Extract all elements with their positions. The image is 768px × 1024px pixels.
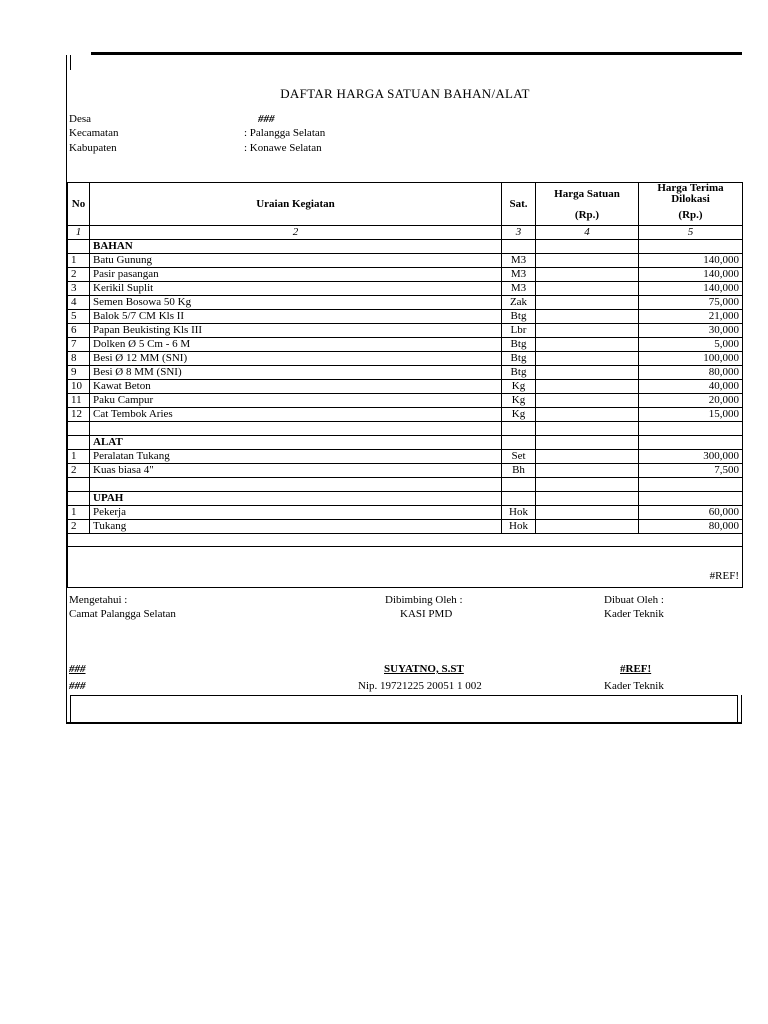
table-row (68, 506, 743, 520)
row-item: Cat Tembok Aries (90, 408, 502, 422)
row-price: 80,000 (639, 520, 743, 534)
total-row (68, 547, 743, 588)
row-price: 60,000 (639, 506, 743, 520)
col-number: 2 (90, 226, 502, 240)
col-number: 4 (536, 226, 639, 240)
table-row (68, 268, 743, 282)
table-row (68, 282, 743, 296)
col-number: 3 (502, 226, 536, 240)
row-price: 140,000 (639, 282, 743, 296)
row-sat: Hok (502, 506, 536, 520)
row-no: 4 (68, 296, 90, 310)
row-item: Pasir pasangan (90, 268, 502, 282)
left-border-inner-bottom (70, 695, 71, 723)
section-row-bahan (68, 240, 743, 254)
row-no: 2 (68, 520, 90, 534)
row-price: 75,000 (639, 296, 743, 310)
dibimbing-nip: Nip. 19721225 20051 1 002 (358, 680, 482, 692)
table-row (68, 366, 743, 380)
table-row (68, 520, 743, 534)
row-sat: Kg (502, 394, 536, 408)
header-harga-satuan-unit: (Rp.) (536, 205, 639, 226)
row-item: Semen Bosowa 50 Kg (90, 296, 502, 310)
row-item: Tukang (90, 520, 502, 534)
dibuat-label: Dibuat Oleh : (604, 594, 664, 606)
header-harga-terima: Harga Terima Dilokasi (639, 183, 743, 206)
row-item: Batu Gunung (90, 254, 502, 268)
row-no: 1 (68, 506, 90, 520)
row-price: 20,000 (639, 394, 743, 408)
row-no: 7 (68, 338, 90, 352)
row-price: 140,000 (639, 254, 743, 268)
row-sat: Kg (502, 380, 536, 394)
page-title: DAFTAR HARGA SATUAN BAHAN/ALAT (280, 86, 530, 101)
right-border-lower (741, 695, 742, 723)
header-no: No (68, 183, 90, 226)
row-no: 1 (68, 254, 90, 268)
row-sat: Btg (502, 338, 536, 352)
column-number-row (68, 226, 743, 240)
row-item: Paku Campur (90, 394, 502, 408)
dibimbing-label: Dibimbing Oleh : (385, 594, 463, 606)
header-sat: Sat. (502, 183, 536, 226)
row-price: 30,000 (639, 324, 743, 338)
desa-value: ### (258, 113, 275, 125)
dibimbing-name: SUYATNO, S.ST (384, 663, 464, 675)
blank-row (68, 534, 743, 547)
table-row (68, 352, 743, 366)
row-no: 5 (68, 310, 90, 324)
col-number: 1 (68, 226, 90, 240)
dibuat-title: Kader Teknik (604, 608, 664, 620)
section-alat: ALAT (90, 436, 502, 450)
spacer-row (68, 422, 743, 436)
header-uraian: Uraian Kegiatan (90, 183, 502, 226)
mengetahui-name: ### (69, 663, 86, 675)
row-price: 5,000 (639, 338, 743, 352)
row-price: 300,000 (639, 450, 743, 464)
row-sat: M3 (502, 282, 536, 296)
row-price: 21,000 (639, 310, 743, 324)
header-row (68, 183, 743, 206)
row-sat: M3 (502, 254, 536, 268)
row-sat: M3 (502, 268, 536, 282)
left-border-inner (70, 55, 71, 70)
mengetahui-label: Mengetahui : (69, 594, 128, 606)
row-item: Dolken Ø 5 Cm - 6 M (90, 338, 502, 352)
row-item: Besi Ø 12 MM (SNI) (90, 352, 502, 366)
table-row (68, 296, 743, 310)
spacer-row (68, 478, 743, 492)
row-item: Papan Beukisting Kls III (90, 324, 502, 338)
table-row (68, 408, 743, 422)
table-row (68, 380, 743, 394)
row-price: 15,000 (639, 408, 743, 422)
row-item: Kuas biasa 4" (90, 464, 502, 478)
row-price: 140,000 (639, 268, 743, 282)
table-row (68, 324, 743, 338)
table-row (68, 338, 743, 352)
row-sat: Hok (502, 520, 536, 534)
header-harga-satuan: Harga Satuan (536, 183, 639, 206)
dibimbing-title: KASI PMD (400, 608, 453, 620)
row-item: Balok 5/7 CM Kls II (90, 310, 502, 324)
kabupaten-value: : Konawe Selatan (244, 142, 322, 154)
row-sat: Set (502, 450, 536, 464)
row-sat: Btg (502, 366, 536, 380)
kecamatan-label: Kecamatan (69, 127, 119, 139)
row-no: 2 (68, 464, 90, 478)
row-no: 12 (68, 408, 90, 422)
dibuat-role: Kader Teknik (604, 680, 664, 692)
section-bahan: BAHAN (90, 240, 502, 254)
row-no: 8 (68, 352, 90, 366)
row-sat: Lbr (502, 324, 536, 338)
row-price: 80,000 (639, 366, 743, 380)
section-upah: UPAH (90, 492, 502, 506)
row-item: Pekerja (90, 506, 502, 520)
row-sat: Btg (502, 352, 536, 366)
row-price: 40,000 (639, 380, 743, 394)
row-no: 3 (68, 282, 90, 296)
row-no: 2 (68, 268, 90, 282)
row-no: 10 (68, 380, 90, 394)
mengetahui-title: Camat Palangga Selatan (69, 608, 176, 620)
table-row (68, 394, 743, 408)
desa-label: Desa (69, 113, 91, 125)
table-row (68, 450, 743, 464)
table-row (68, 310, 743, 324)
row-sat: Zak (502, 296, 536, 310)
section-row-alat (68, 436, 743, 450)
row-no: 11 (68, 394, 90, 408)
row-item: Kerikil Suplit (90, 282, 502, 296)
row-no: 1 (68, 450, 90, 464)
row-sat: Bh (502, 464, 536, 478)
bottom-border (66, 722, 742, 724)
row-price: 7,500 (639, 464, 743, 478)
row-item: Besi Ø 8 MM (SNI) (90, 366, 502, 380)
table-row (68, 464, 743, 478)
price-table (67, 182, 743, 588)
row-price: 100,000 (639, 352, 743, 366)
top-border (91, 52, 742, 55)
total-value: #REF! (68, 547, 743, 588)
footer-border (70, 695, 738, 696)
col-number: 5 (639, 226, 743, 240)
row-sat: Kg (502, 408, 536, 422)
kecamatan-value: : Palangga Selatan (244, 127, 326, 139)
right-border-inner-lower (737, 695, 738, 723)
kabupaten-label: Kabupaten (69, 142, 117, 154)
dibuat-name: #REF! (620, 663, 652, 675)
row-item: Peralatan Tukang (90, 450, 502, 464)
section-row-upah (68, 492, 743, 506)
table-row (68, 254, 743, 268)
row-item: Kawat Beton (90, 380, 502, 394)
row-sat: Btg (502, 310, 536, 324)
mengetahui-nip: ### (69, 680, 86, 692)
row-no: 9 (68, 366, 90, 380)
row-no: 6 (68, 324, 90, 338)
header-harga-terima-unit: (Rp.) (639, 205, 743, 226)
